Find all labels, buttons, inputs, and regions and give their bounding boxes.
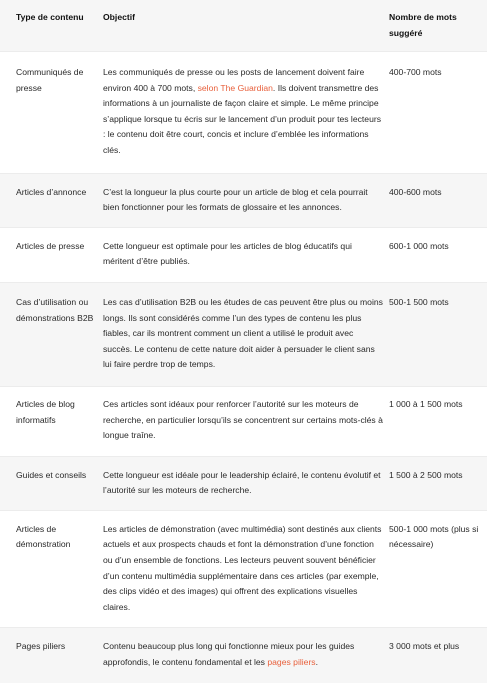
header-suggested-words: Nombre de mots suggéré bbox=[389, 12, 457, 38]
table-row bbox=[0, 628, 487, 683]
cell-objective: C’est la longueur la plus courte pour un article de blog et cela pourrait bien fonctionner pour les formats de glossaire et les annonces. bbox=[103, 186, 368, 213]
cell-content-type: Guides et conseils bbox=[16, 469, 87, 480]
cell-content-type: Articles de démonstration bbox=[16, 523, 71, 550]
cell-objective: Les articles de démonstration (avec multimédia) sont destinés aux clients actuels et aux prospects chauds et font la démonstration d’une fonction ou d’un ensemble de fonctions. Les lecteurs peuvent souvent bénéficier d’un contenu multimédia supplémentaire dans ces articles (par exemple, des clips vidéo et des images) qui offrent des explications visuelles claires. bbox=[103, 523, 382, 612]
header-objective: Objectif bbox=[103, 12, 135, 22]
objective-text: . bbox=[315, 657, 318, 668]
cell-objective bbox=[103, 628, 389, 683]
cell-objective bbox=[103, 52, 389, 174]
cell-content-type: Communiqués de presse bbox=[16, 67, 84, 93]
cell-content-type: Articles d’annonce bbox=[16, 186, 87, 197]
cell-word-count: 600-1 000 mots bbox=[389, 240, 449, 251]
table-row bbox=[0, 386, 487, 456]
table-row bbox=[0, 173, 487, 227]
cell-word-count: 500-1 000 mots (plus si nécessaire) bbox=[389, 523, 479, 550]
cell-objective: Les cas d’utilisation B2B ou les études de cas peuvent être plus ou moins longs. Ils sont considérés comme l’un des types de contenu les plus fiables, car ils montrent comment un client a utilisé le produit avec succès. Le contenu de cette nature doit aider à persuader le client sans lui faire perdre trop de temps. bbox=[103, 296, 383, 370]
objective-text: Les communiqués de presse ou les posts de lancement doivent faire environ 400 à 700 mots, bbox=[103, 67, 365, 93]
cell-word-count: 400-700 mots bbox=[389, 67, 442, 77]
cell-objective: Cette longueur est idéale pour le leadership éclairé, le contenu évolutif et l’autorité sur les moteurs de recherche. bbox=[103, 469, 381, 496]
cell-content-type: Articles de presse bbox=[16, 240, 85, 251]
objective-text: Contenu beaucoup plus long qui fonctionne mieux pour les guides approfondis, le contenu fondamental et les bbox=[103, 641, 355, 668]
guardian-link[interactable]: selon The Guardian bbox=[197, 82, 273, 93]
cell-content-type: Pages piliers bbox=[16, 641, 66, 652]
table-row bbox=[0, 282, 487, 386]
cell-word-count: 1 500 à 2 500 mots bbox=[389, 469, 463, 480]
cell-objective: Ces articles sont idéaux pour renforcer l’autorité sur les moteurs de recherche, en particulier lorsqu’ils se concentrent sur certains mots-clés à longue traîne. bbox=[103, 398, 383, 441]
cell-objective: Cette longueur est optimale pour les articles de blog éducatifs qui méritent d’être publiés. bbox=[103, 240, 352, 267]
cell-word-count: 3 000 mots et plus bbox=[389, 641, 460, 652]
header-content-type: Type de contenu bbox=[16, 12, 84, 22]
cell-content-type: Articles de blog informatifs bbox=[16, 398, 75, 425]
table-row bbox=[0, 227, 487, 282]
cell-word-count: 400-600 mots bbox=[389, 186, 442, 197]
cell-content-type: Cas d’utilisation ou démonstrations B2B bbox=[16, 296, 94, 323]
cell-word-count: 1 000 à 1 500 mots bbox=[389, 398, 463, 409]
objective-text: . Ils doivent transmettre des informations à un journaliste de façon claire et simple. Le même principe s’applique lorsque tu écris sur le lancement d’un produit pour tes lecteurs : le contenu doit être court, concis et inclure d’emblée les informations clés. bbox=[103, 82, 382, 155]
table-header-row bbox=[0, 0, 487, 52]
pillar-pages-link[interactable]: pages piliers bbox=[267, 657, 316, 668]
table-row bbox=[0, 52, 487, 174]
table-row bbox=[0, 456, 487, 510]
cell-word-count: 500-1 500 mots bbox=[389, 296, 449, 307]
table-row bbox=[0, 510, 487, 628]
